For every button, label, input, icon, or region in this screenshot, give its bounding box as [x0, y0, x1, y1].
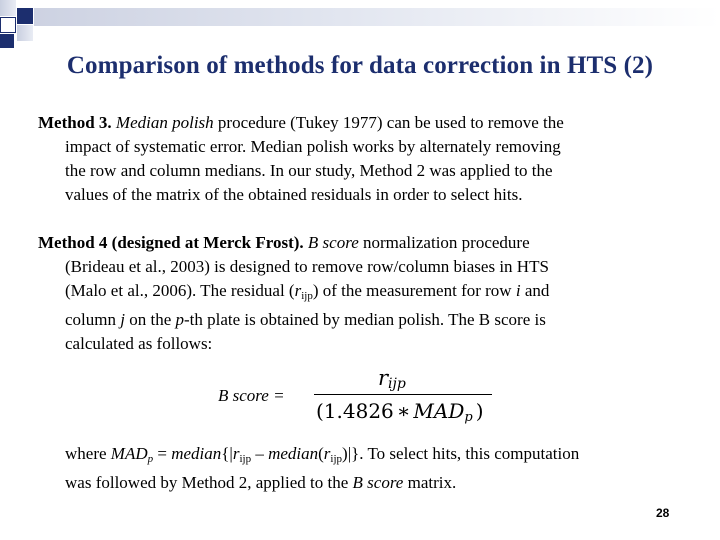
- method4-text: normalization procedure: [363, 233, 530, 252]
- text-run: ) of the measurement for row: [312, 281, 512, 300]
- symbol-r: r: [294, 281, 302, 300]
- subscript-ijp: ijp: [239, 453, 252, 465]
- symbol-j: j: [120, 310, 125, 329]
- formula-denominator: [316, 399, 484, 425]
- text-run: To select hits, this computation: [363, 444, 580, 463]
- text-run: =: [153, 444, 172, 463]
- symbol-r: r: [323, 444, 331, 463]
- fraction-bar: [314, 394, 492, 395]
- slide-title: Comparison of methods for data correction in HTS (2): [66, 52, 654, 79]
- formula-numerator: [378, 366, 406, 392]
- text-run: –: [251, 444, 269, 463]
- method3-paragraph: [38, 111, 674, 207]
- symbol-r: r: [232, 444, 240, 463]
- symbol-i: i: [515, 281, 521, 300]
- tail-line2: [65, 471, 679, 495]
- method4-line4: [38, 308, 674, 332]
- deco-square: [0, 17, 16, 33]
- text-run: on the: [129, 310, 172, 329]
- symbol-p: p: [175, 310, 185, 329]
- formula-lhs: B score =: [218, 386, 285, 405]
- symbol-mad: MAD: [413, 399, 465, 423]
- bscore-term: B score: [352, 473, 404, 492]
- text-run: (: [318, 444, 324, 463]
- method4-line2: (Brideau et al., 2003) is designed to remove row/column biases in HTS: [65, 257, 549, 276]
- symbol-r: r: [378, 366, 389, 390]
- text-run: was followed by Method 2, applied to the: [65, 473, 349, 492]
- median-word: median: [268, 444, 319, 463]
- text-run: -th plate is obtained by median polish. The B score is: [184, 310, 546, 329]
- symbol-mad: MAD: [110, 444, 148, 463]
- text-run: )|}.: [342, 444, 364, 463]
- method4-line5: calculated as follows:: [65, 334, 213, 353]
- method3-line3: the row and column medians. In our study, Method 2 was applied to the: [65, 161, 553, 180]
- deco-square: [0, 0, 16, 16]
- text-run: ): [475, 399, 484, 423]
- method4-paragraph: [38, 231, 674, 356]
- method3-line4: values of the matrix of the obtained residuals in order to select hits.: [65, 185, 523, 204]
- text-run: where: [65, 444, 107, 463]
- tail-line1: [65, 442, 679, 471]
- text-run: (1.4826: [316, 399, 394, 423]
- text-run: (Malo et al., 2006). The residual (: [65, 281, 295, 300]
- method3-text: procedure (Tukey 1977) can be used to remove the: [217, 113, 564, 132]
- deco-square: [17, 8, 33, 24]
- page-number: 28: [656, 506, 670, 520]
- multiply-operator: ∗: [396, 399, 411, 423]
- deco-square: [17, 25, 33, 41]
- subscript-ijp: ijp: [388, 376, 406, 392]
- median-word: median: [171, 444, 222, 463]
- formula-fraction: [314, 366, 494, 430]
- text-run: {|: [221, 444, 233, 463]
- method3-name: Median polish: [115, 113, 214, 132]
- deco-square: [0, 34, 14, 48]
- subscript-ijp: ijp: [301, 290, 313, 302]
- method3-line1: [38, 111, 674, 135]
- subscript-ijp: ijp: [330, 453, 343, 465]
- text-run: column: [65, 310, 116, 329]
- method4-line1: [38, 231, 674, 255]
- method4-tail-paragraph: [65, 442, 679, 495]
- method3-lead: Method 3.: [38, 113, 112, 132]
- method4-line3: [38, 279, 674, 308]
- method4-lead: Method 4 (designed at Merck Frost).: [38, 233, 304, 252]
- bscore-formula: [218, 366, 498, 430]
- text-run: matrix.: [407, 473, 457, 492]
- subscript-p: p: [464, 410, 473, 425]
- method4-name: B score: [307, 233, 359, 252]
- top-gradient-bar: [34, 8, 720, 26]
- subscript-p: p: [147, 453, 154, 465]
- text-run: and: [524, 281, 550, 300]
- method3-line2: impact of systematic error. Median polish works by alternately removing: [65, 137, 561, 156]
